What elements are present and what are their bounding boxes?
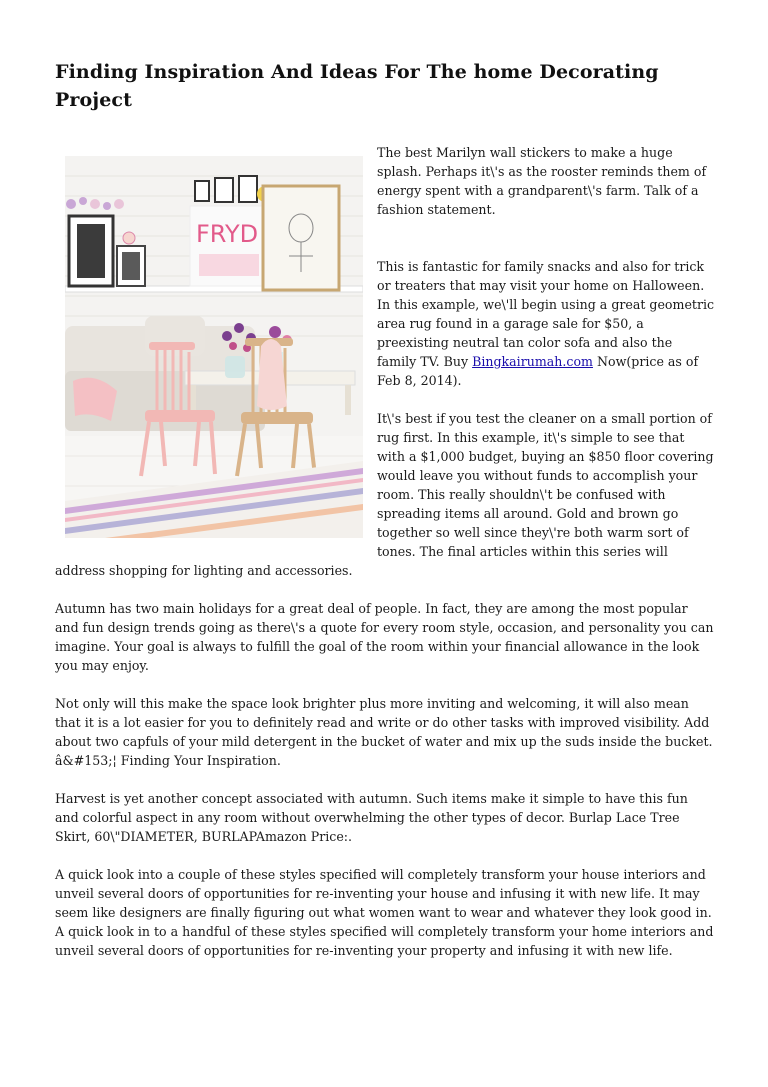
living-room-illustration xyxy=(65,156,363,538)
paragraph-7: A quick look into a couple of these styles specified will completely transform your house interiors and unveil several doors of opportunities for re-inventing your house and infusing it with new life. It may seem like designers are finally figuring out what women want to wear and whatever they look good in. A quick look in to a handful of these styles specified will completely transform your home interiors and unveil several doors of opportunities for re-inventing your property and infusing it with new life. xyxy=(55,867,714,958)
page-title: Finding Inspiration And Ideas For The home Decorating Project xyxy=(55,61,659,111)
fryd-sign-text: FRYD xyxy=(196,220,259,248)
paragraph-4: Autumn has two main holidays for a great deal of people. In fact, they are among the most popular and fun design trends going as there\'s a quote for every room style, occasion, and personality you can imagine. Your goal is always to fulfill the goal of the room within your financial allowance in the look you may enjoy. xyxy=(55,601,714,673)
paragraph-2-text-end: Now(price as of Feb 8, 2014). xyxy=(377,354,699,388)
paragraph-5: Not only will this make the space look brighter plus more inviting and welcoming, it will also mean that it is a lot easier for you to definitely read and write or do other tasks with improved visibility. Add about two capfuls of your mild detergent in the bucket of water and mix up the suds inside the bucket. â&#153;¦ Finding Your Inspiration. xyxy=(55,696,713,768)
paragraph-6: Harvest is yet another concept associated with autumn. Such items make it simple to have this fun and colorful aspect in any room without overwhelming the other types of decor. Burlap Lace Tree Skirt, 60\"DIAMETER, BURLAPAmazon Price:. xyxy=(55,791,688,844)
bingkairumah-link[interactable]: Bingkairumah.com xyxy=(472,354,593,369)
living-room-photo xyxy=(65,156,363,538)
document-page xyxy=(55,58,715,979)
paragraph-1: The best Marilyn wall stickers to make a huge splash. Perhaps it\'s as the rooster reminds them of energy spent with a grandparent\'s farm. Talk of a fashion statement. xyxy=(377,145,707,217)
paragraph-3: It\'s best if you test the cleaner on a small portion of rug first. In this example, it\'s simple to see that with a $1,000 budget, buying an $850 floor covering would leave you without funds to accomplish your room. This really shouldn\'t be confused with spreading items all around. Gold and brown go together so well since they\'re both warm sort of tones. The final articles within this series will address shopping for lighting and accessories. xyxy=(55,411,714,578)
article-body xyxy=(55,114,715,960)
paragraph-2-text-start: This is fantastic for family snacks and also for trick or treaters that may visit your home on Halloween. In this example, we\'ll begin using a great geometric area rug found in a garage sale for $50, a preexisting neutral tan color sofa and also the family TV. Buy xyxy=(377,259,715,369)
